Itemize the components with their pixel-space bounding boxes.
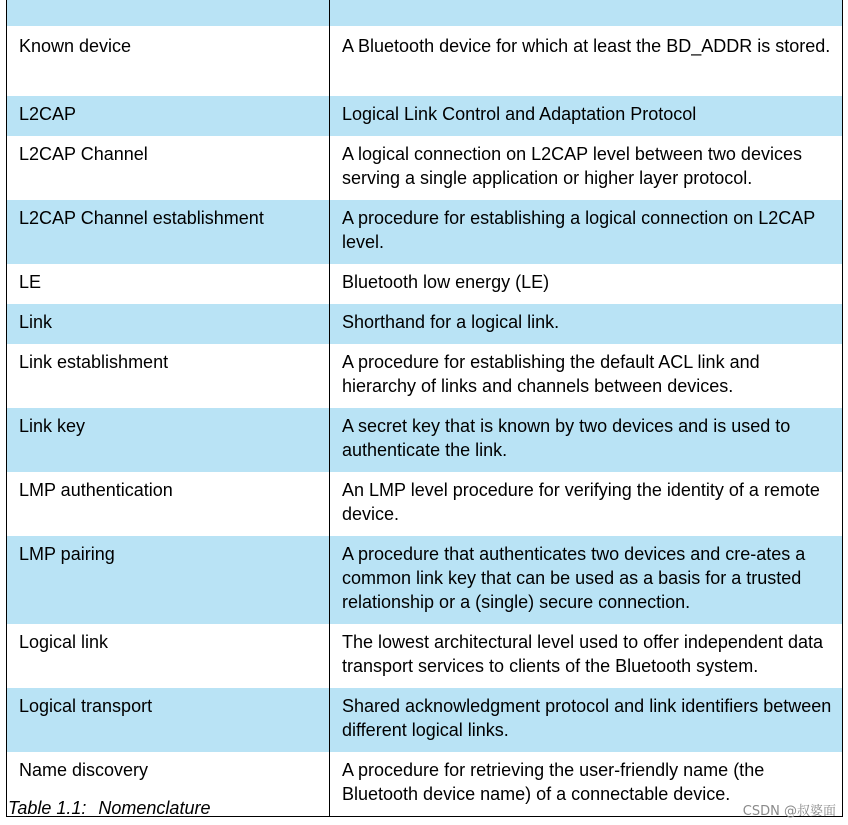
table-body bbox=[7, 0, 843, 816]
term-cell: Name discovery bbox=[7, 752, 330, 816]
table-row bbox=[7, 344, 843, 408]
definition-cell: A procedure that authenticates two devices and cre-ates a common link key that can be used as a basis for a trusted relationship or a (single) secure connection. bbox=[330, 536, 843, 624]
definition-cell: A procedure for establishing the default ACL link and hierarchy of links and channels between devices. bbox=[330, 344, 843, 408]
table-row bbox=[7, 408, 843, 472]
definition-cell: A secret key that is known by two devices and is used to authenticate the link. bbox=[330, 408, 843, 472]
table-row bbox=[7, 264, 843, 304]
caption-label: Table 1.1: bbox=[8, 798, 87, 818]
definition-cell: A logical connection on L2CAP level between two devices serving a single application or higher layer protocol. bbox=[330, 136, 843, 200]
table-row bbox=[7, 472, 843, 536]
term-cell: Logical link bbox=[7, 624, 330, 688]
term-cell: L2CAP Channel bbox=[7, 136, 330, 200]
definition-cell: Logical Link Control and Adaptation Protocol bbox=[330, 96, 843, 136]
definition-cell: A procedure for retrieving the user-friendly name (the Bluetooth device name) of a connectable device. bbox=[330, 752, 843, 816]
definition-cell: Shorthand for a logical link. bbox=[330, 304, 843, 344]
source-credit: CSDN @叔婆面 bbox=[742, 804, 836, 819]
term-cell: Known device bbox=[7, 26, 330, 96]
nomenclature-table bbox=[6, 0, 843, 817]
table-row bbox=[7, 536, 843, 624]
definition-cell: Bluetooth low energy (LE) bbox=[330, 264, 843, 304]
table-row bbox=[7, 624, 843, 688]
term-cell: LE bbox=[7, 264, 330, 304]
term-cell: Logical transport bbox=[7, 688, 330, 752]
definition-cell: An LMP level procedure for verifying the identity of a remote device. bbox=[330, 472, 843, 536]
term-cell: L2CAP bbox=[7, 96, 330, 136]
term-cell: Link bbox=[7, 304, 330, 344]
caption-title: Nomenclature bbox=[98, 798, 211, 818]
term-cell: L2CAP Channel establishment bbox=[7, 200, 330, 264]
term-cell: Link establishment bbox=[7, 344, 330, 408]
table-caption bbox=[8, 796, 210, 820]
table-row bbox=[7, 688, 843, 752]
table-row bbox=[7, 96, 843, 136]
nomenclature-table-container bbox=[6, 0, 842, 817]
definition-cell: The lowest architectural level used to offer independent data transport services to clients of the Bluetooth system. bbox=[330, 624, 843, 688]
term-cell: LMP authentication bbox=[7, 472, 330, 536]
table-top-strip bbox=[7, 0, 843, 26]
table-row bbox=[7, 136, 843, 200]
term-cell: Link key bbox=[7, 408, 330, 472]
table-row bbox=[7, 200, 843, 264]
definition-cell: A Bluetooth device for which at least the BD_ADDR is stored. bbox=[330, 26, 843, 96]
definition-cell: Shared acknowledgment protocol and link identifiers between different logical links. bbox=[330, 688, 843, 752]
term-cell: LMP pairing bbox=[7, 536, 330, 624]
definition-cell: A procedure for establishing a logical connection on L2CAP level. bbox=[330, 200, 843, 264]
table-row bbox=[7, 304, 843, 344]
table-row bbox=[7, 26, 843, 96]
